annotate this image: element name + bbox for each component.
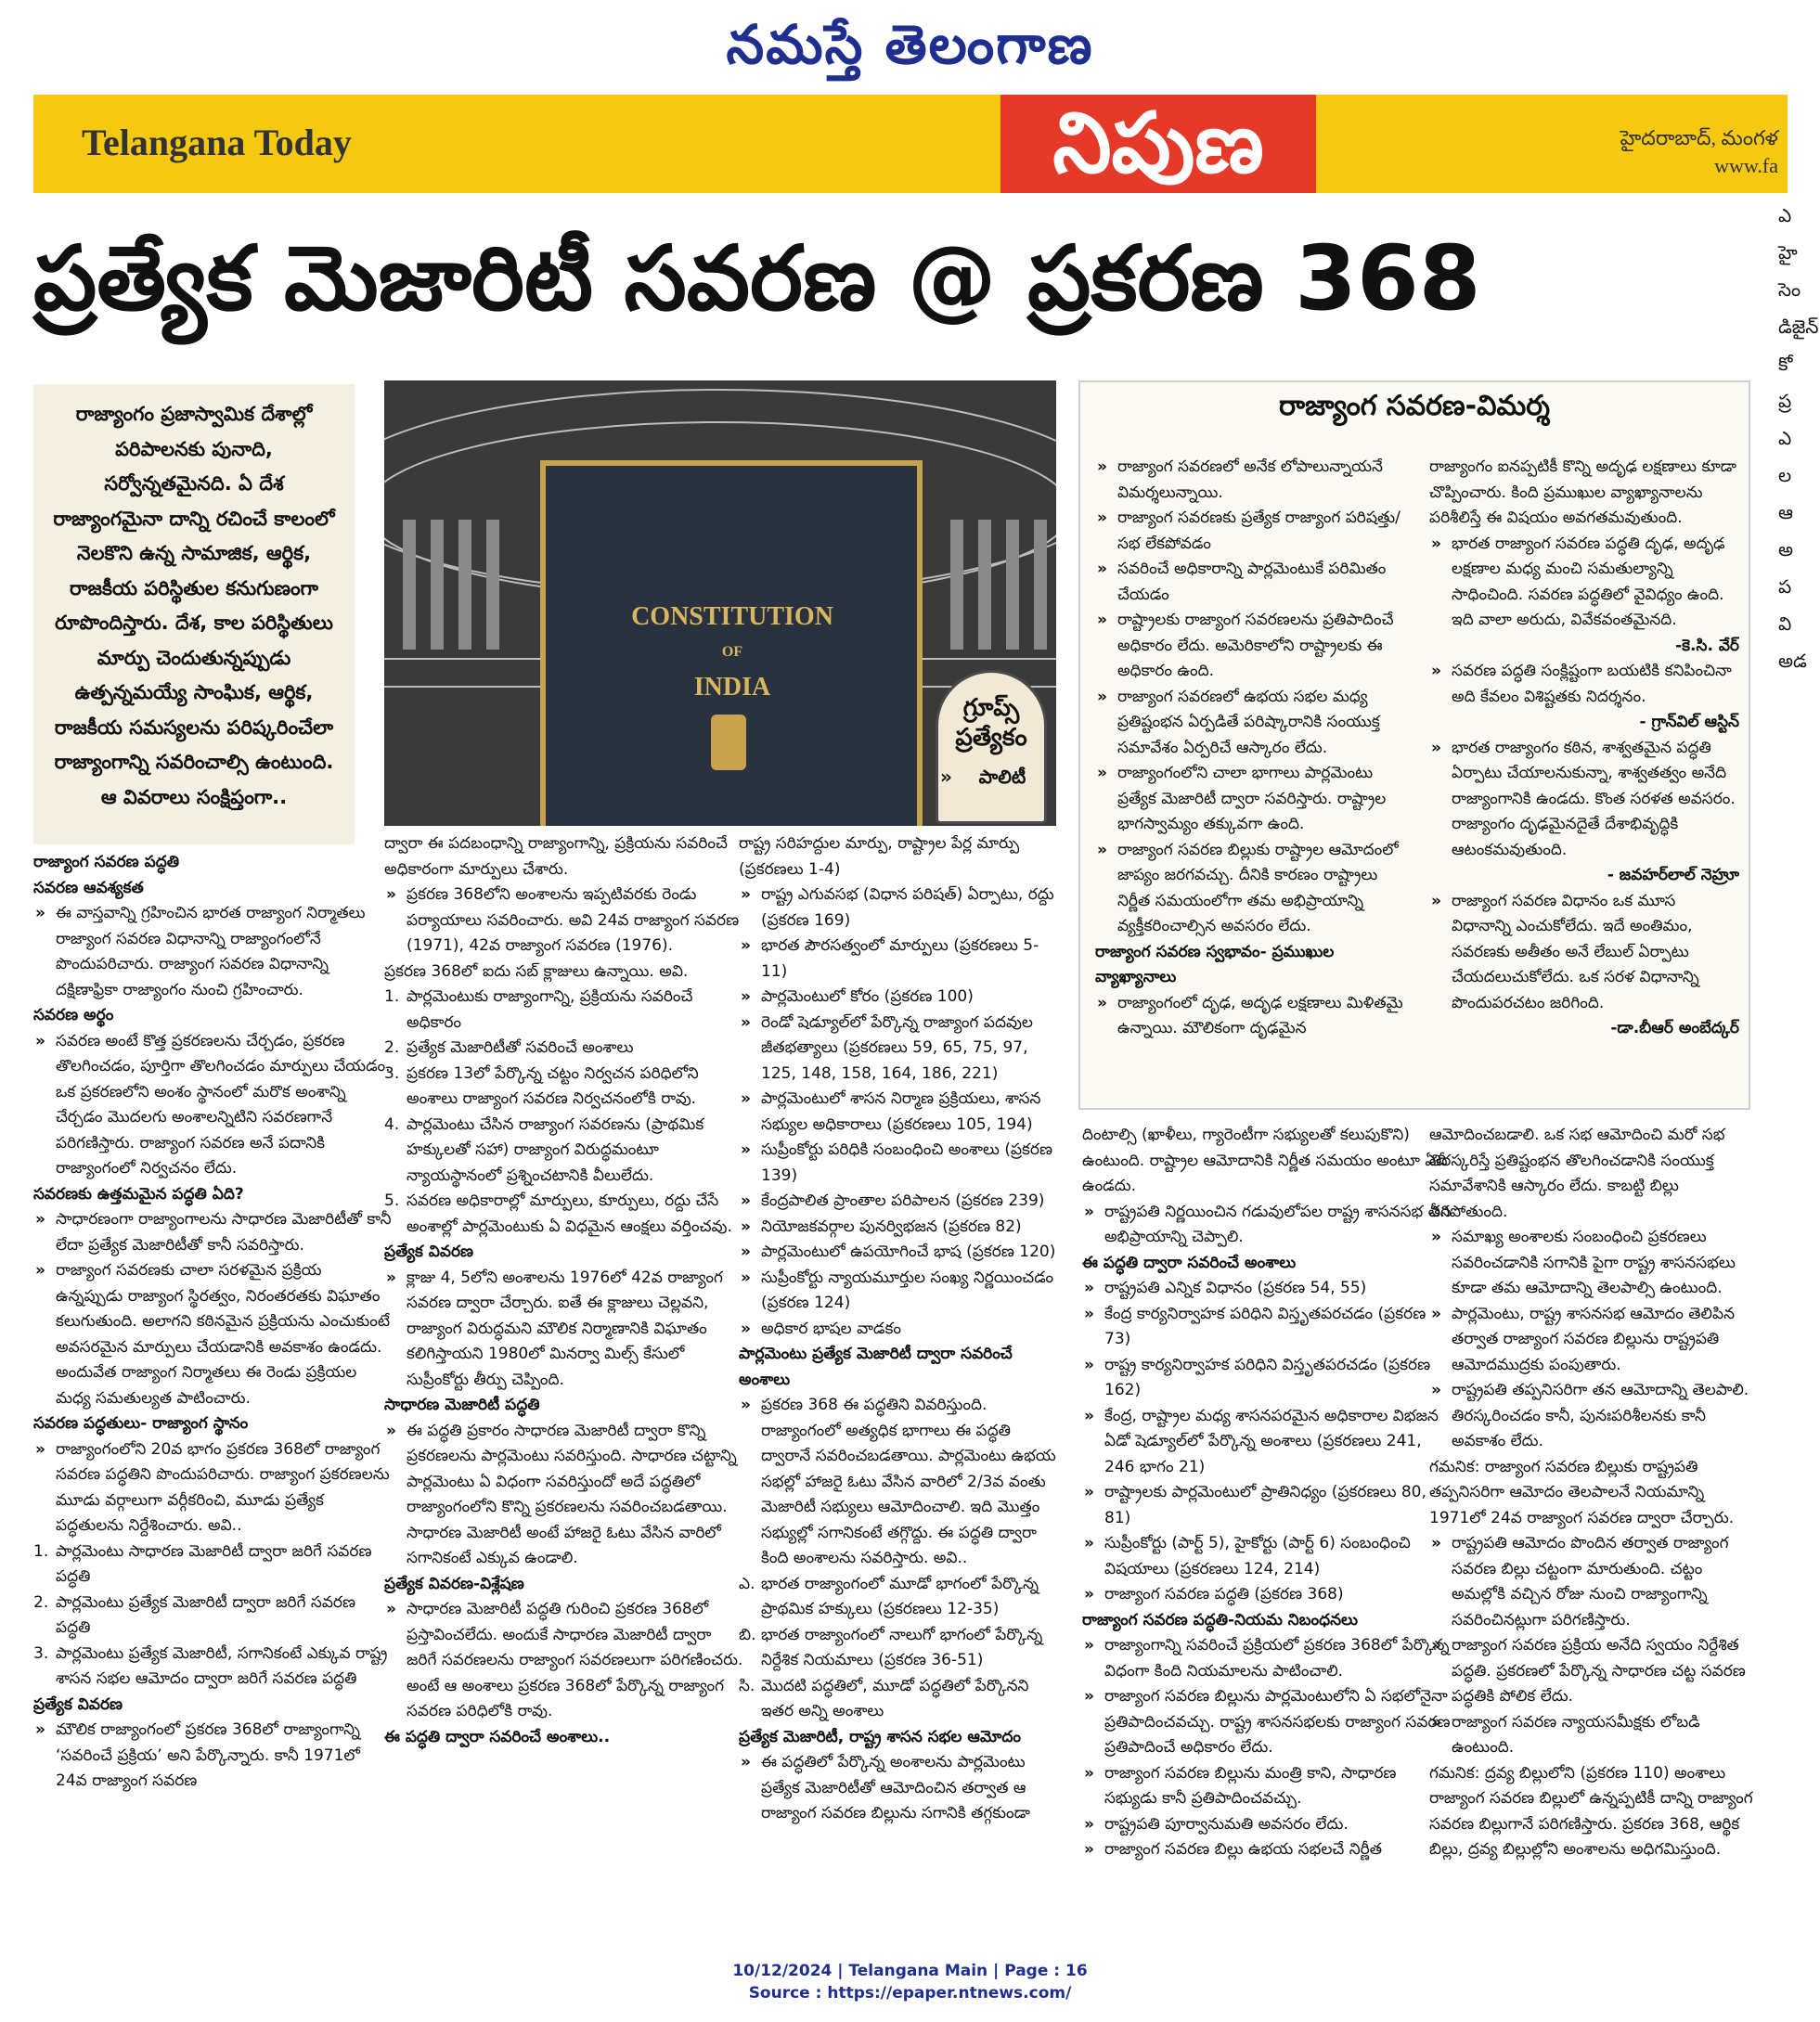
bullet-point: » కేంద్ర కార్యనిర్వాహక పరిధిని విస్తృతపరచడం (ప్రకరణ 73) xyxy=(1082,1302,1453,1353)
bullet-point: » రాష్ట్రాలకు రాజ్యాంగ సవరణలను ప్రతిపాదించే అధికారం లేదు. అమెరికాలోని రాష్ట్రాలకు ఈ అధికారం ఉంది. xyxy=(1095,608,1411,685)
strip-dateline: హైదరాబాద్, మంగళ xyxy=(1620,126,1778,149)
sidebar-fragment-text: ల xyxy=(1778,464,1792,486)
bullet-point: » రాష్ట్రపతి తప్పనిసరిగా తన ఆమోదాన్ని తెలపాలి. తిరస్కరించడం కానీ, పునఃపరిశీలనకు కానీ అవకాశం లేదు. xyxy=(1429,1378,1754,1455)
subheading: సాధారణ మెజారిటీ పద్ధతి xyxy=(384,1396,540,1414)
bullet-point: » రాజ్యాంగంలో దృఢ, అదృఢ లక్షణాలు మిళితమై ఉన్నాయి. మౌలికంగా దృఢమైన xyxy=(1095,991,1411,1042)
bullet-point: » రాజ్యాంగ సవరణకు చాలా సరళమైన ప్రక్రియ ఉన్నప్పుడు రాజ్యాంగ స్థిరత్వం, నిరంతరతకు విఘాతం కలుగుతుంది. అలాగని కఠినమైన ప్రక్రియను ఎంచుకుంటే అవసరమైన మార్పులు చేయడానికి అవకాశం ఉండదు. అందువేత రాజ్యాంగ నిర్మాతలు ఈ రెండు ప్రక్రియల మధ్య సమతుల్యత పాటించారు. xyxy=(33,1258,392,1411)
sidebar-fragment-text: ఆ xyxy=(1778,501,1793,523)
subheading: సవరణకు ఉత్తమమైన పద్ధతి ఏది? xyxy=(33,1184,244,1204)
bullet-point: » నియోజకవర్గాల పునర్విభజన (ప్రకరణ 82) xyxy=(739,1215,1064,1241)
bullet-point: » రాజ్యాంగ సవరణ బిల్లును మంత్రి కాని, సాధారణ సభ్యుడు కానీ ప్రతిపాదించవచ్చు. xyxy=(1082,1761,1453,1812)
sidebar-fragment-text: వి xyxy=(1778,612,1792,635)
bullet-point: » కేంద్రపాలిత ప్రాంతాల పరిపాలన (ప్రకరణ 239) xyxy=(739,1189,1064,1215)
sidebar-fragment-text: కో xyxy=(1778,353,1793,375)
item-number: 5. xyxy=(384,1191,400,1210)
subheading: సవరణ పద్ధతులు- రాజ్యాంగ స్థానం xyxy=(33,1414,249,1433)
item-text: పార్లమెంటు సాధారణ మెజారిటీ ద్వారా జరిగే సవరణ పద్ధతి xyxy=(56,1541,372,1586)
newspaper-masthead xyxy=(0,0,1820,89)
item-number: 1. xyxy=(384,987,400,1006)
subheading: ప్రత్యేక మెజారిటీ, రాష్ట్ర శాసన సభల ఆమోదం xyxy=(739,1727,1022,1746)
bullet-point: » ఈ వాస్తవాన్ని గ్రహించిన భారత రాజ్యాంగ నిర్మాతలు రాజ్యాంగ సవరణ విధానాన్ని రాజ్యాంగంలోనే పొందుపరిచారు. రాజ్యాంగ సవరణ విధానాన్ని దక్షిణాఫ్రికా రాజ్యాంగం నుంచి గ్రహించారు. xyxy=(33,901,392,1003)
bullet-point: » పార్లమెంటులో ఉపయోగించే భాష (ప్రకరణ 120) xyxy=(739,1240,1064,1266)
national-emblem-icon xyxy=(711,715,746,770)
quote-attribution: - జవహర్‌లాల్ నెహ్రూ xyxy=(1607,866,1739,884)
item-number: బి. xyxy=(739,1625,756,1644)
paragraph: రాష్ట్ర సరిహద్దుల మార్పు, రాష్ట్రాల పేర్ల మార్పు (ప్రకరణలు 1-4) xyxy=(739,834,1020,879)
item-number: 1. xyxy=(33,1541,49,1561)
numbered-item xyxy=(384,985,746,1036)
subheading: ఈ పద్ధతి ద్వారా సవరించే అంశాలు xyxy=(1082,1253,1297,1272)
quote-attribution: -డా.బీఆర్ అంబేద్కర్ xyxy=(1610,1019,1739,1037)
numbered-item xyxy=(384,1036,746,1062)
item-text: పార్లమెంటుకు రాజ్యాంగాన్ని, ప్రక్రియను సవరించే అధికారం xyxy=(407,987,693,1032)
bullet-point: » రాష్ట్రపతి ఎన్నిక విధానం (ప్రకరణ 54, 55) xyxy=(1082,1276,1453,1302)
bullet-point: » భారత రాజ్యాంగ సవరణ పద్ధతి దృఢ, అదృఢ లక్షణాల మధ్య మంచి సమతుల్యాన్ని సాధించింది. సవరణ పద్ధతిలో వైవిధ్యం ఉంది. ఇది వాలా అరుదు, వివేకవంతమైనది. xyxy=(1429,532,1739,634)
item-number: 3. xyxy=(384,1063,400,1083)
criticism-box-title: రాజ్యాంగ సవరణ-విమర్శ xyxy=(1279,390,1550,422)
groups-special-badge: గ్రూప్స్ ప్రత్యేకం » పాలిటీ xyxy=(936,670,1047,824)
item-number: 4. xyxy=(384,1114,400,1134)
item-text: పార్లమెంటు చేసిన రాజ్యాంగ సవరణను (ప్రాథమిక హక్కులతో సహా) రాజ్యాంగ విరుద్ధమంటూ న్యాయస్థానంలో ప్రశ్నించటానికి వీలులేదు. xyxy=(407,1114,704,1185)
bullet-point: » రెండో షెడ్యూల్‌లో పేర్కొన్న రాజ్యాంగ పదవుల జీతభత్యాలు (ప్రకరణలు 59, 65, 75, 97, 125, 148, 158, 164, 186, 221) xyxy=(739,1011,1064,1088)
bullet-point: » రాజ్యాంగ సవరణ బిల్లుకు రాష్ట్రాల ఆమోదంలో జాప్యం జరగవచ్చు. దీనికి కారణం రాష్ట్రాలు నిర్ణీత సమయంలోగా తమ అభిప్రాయాన్ని వ్యక్తీకరించాల్సిన అవసరం లేదు. xyxy=(1095,838,1411,940)
bullet-point: » రాజ్యాంగ సవరణ న్యాయసమీక్షకు లోబడి ఉంటుంది. xyxy=(1429,1710,1754,1761)
bullet-point: » రాజ్యాంగ సవరణకు ప్రత్యేక రాజ్యాంగ పరిషత్తు/సభ లేకపోవడం xyxy=(1095,506,1411,557)
masthead-title: నమస్తే తెలంగాణ xyxy=(726,13,1094,76)
bullet-point: » రాష్ట్రపతి పూర్వానుమతి అవసరం లేదు. xyxy=(1082,1812,1453,1838)
subheading: ప్రత్యేక వివరణ-విశ్లేషణ xyxy=(384,1574,524,1593)
item-number: 2. xyxy=(384,1038,400,1057)
bullet-point: » రాష్ట్రాలకు పార్లమెంటులో ప్రాతినిధ్యం (ప్రకరణలు 80, 81) xyxy=(1082,1480,1453,1531)
intro-box: రాజ్యాంగం ప్రజాస్వామిక దేశాల్లో పరిపాలనకు పునాది, సర్వోన్నతమైనది. ఏ దేశ రాజ్యాంగమైనా దాన్ని రచించే కాలంలో నెలకొని ఉన్న సామాజిక, ఆర్థిక, రాజకీయ పరిస్థితుల కనుగుణంగా రూపొందిస్తారు. దేశ, కాల పరిస్థితులు మార్పు చెందుతున్నప్పుడు ఉత్పన్నమయ్యే సాంఘిక, ఆర్థిక, రాజకీయ సమస్యలను పరిష్కరించేలా రాజ్యాంగాన్ని సవరించాల్సి ఉంటుంది. ఆ వివరాలు సంక్షిప్తంగా.. xyxy=(33,384,355,844)
sidebar-fragment-text: ప xyxy=(1778,575,1792,598)
sidebar-fragment-text: డిజైన్ xyxy=(1778,316,1819,338)
sidebar-fragment-text: అడ xyxy=(1778,650,1807,672)
bullet-point: » రాజ్యాంగ సవరణ బిల్లును పార్లమెంటులోని ఏ సభలోనైనా ప్రతిపాదించవచ్చు. రాష్ట్ర శాసనసభలకు రాజ్యాంగ సవరణ ప్రతిపాదించే అధికారం లేదు. xyxy=(1082,1684,1453,1761)
numbered-item xyxy=(739,1674,1064,1725)
bullet-point: » రాష్ట్ర కార్యనిర్వాహక పరిధిని విస్తృతపరచడం (ప్రకరణ 162) xyxy=(1082,1353,1453,1404)
bullet-point: » సుప్రీంకోర్టు పరిధికి సంబంధించి అంశాలు (ప్రకరణ 139) xyxy=(739,1138,1064,1189)
subheading: రాజ్యాంగ సవరణ స్వభావం- ప్రముఖుల వ్యాఖ్యానాలు xyxy=(1095,942,1335,986)
bullet-point: » పార్లమెంటులో కోరం (ప్రకరణ 100) xyxy=(739,985,1064,1011)
item-text: పార్లమెంటు ప్రత్యేక మెజారిటీ, సగానికంటే ఎక్కువ రాష్ట్ర శాసన సభల ఆమోదం ద్వారా జరిగే సవరణ పద్ధతి xyxy=(56,1643,388,1688)
item-number: ఎ. xyxy=(739,1574,755,1593)
paragraph: ద్వారా ఈ పదబంధాన్ని రాజ్యాంగాన్ని, ప్రక్రియను సవరించే అధికారంగా మార్పులు చేశారు. xyxy=(384,834,728,879)
paragraph: గమనిక: రాజ్యాంగ సవరణ బిల్లుకు రాష్ట్రపతి తప్పనిసరిగా ఆమోదం తెలపాలనే నియమాన్ని 1971లో 24వ రాజ్యాంగ సవరణ ద్వారా చేర్చారు. xyxy=(1429,1457,1735,1527)
bullet-point: » భారత పౌరసత్వంలో మార్పులు (ప్రకరణలు 5-11) xyxy=(739,934,1064,985)
criticism-column-2 xyxy=(1429,455,1739,1101)
bullet-point: » పార్లమెంటులో శాసన నిర్మాణ ప్రక్రియలు, శాసన సభ్యుల అధికారాలు (ప్రకరణలు 105, 194) xyxy=(739,1087,1064,1138)
item-number: సి. xyxy=(739,1676,755,1695)
book-cover-title: CONSTITUTION OF INDIA xyxy=(631,602,833,702)
subheading: పార్లమెంటు ప్రత్యేక మెజారిటీ ద్వారా సవరించే అంశాలు xyxy=(739,1345,1013,1389)
article-column-5 xyxy=(1429,1123,1754,1939)
item-text: మొదటి పద్ధతిలో, మూడో పద్ధతిలో పేర్కొనని ఇతర అన్ని అంశాలు xyxy=(761,1676,1029,1720)
subheading: రాజ్యాంగ సవరణ పద్ధతి-నియమ నిబంధనలు xyxy=(1082,1610,1358,1629)
item-text: భారత రాజ్యాంగంలో నాలుగో భాగంలో పేర్కొన్న నిర్దేశిక నియమాలు (ప్రకరణ 36-51) xyxy=(761,1625,1043,1669)
bullet-point: » రాజ్యాంగ సవరణలో ఉభయ సభల మధ్య ప్రతిష్టంభన ఏర్పడితే పరిష్కారానికి సంయుక్త సమావేశం ఏర్పరిచే ఆస్కారం లేదు. xyxy=(1095,685,1411,762)
bullet-point: » రాజ్యాంగ సవరణ విధానం ఒక మూస విధానాన్ని ఎంచుకోలేదు. ఇదే అంతిమం, సవరణకు అతీతం అనే లేబుల్ ఏర్పాటు చేయదలుచుకోలేదు. ఒక సరళ విధానాన్ని పొందుపరచటం జరిగింది. xyxy=(1429,889,1739,1017)
paragraph: ఆమోదించబడాలి. ఒక సభ ఆమోదించి మరో సభ తిరస్కరిస్తే ప్రతిష్టంభన తొలగించడానికి సంయుక్త సమావేశానికి ఆస్కారం లేదు. కాబట్టి బిల్లు వీగిపోతుంది. xyxy=(1429,1126,1725,1221)
sidebar-fragment-text: ప్ర xyxy=(1778,390,1792,412)
bullet-point: » ప్రకరణ 368 ఈ పద్ధతిని వివరిస్తుంది. రాజ్యాంగంలో అత్యధిక భాగాలు ఈ పద్ధతి ద్వారానే సవరించబడతాయి. పార్లమెంటు ఉభయ సభల్లో హాజరై ఓటు వేసిన వారిలో 2/3వ వంతు మెజారిటీ సభ్యులు ఆమోదించాలి. ఇది మొత్తం సభ్యుల్లో సగానికంటే తగ్గొద్దు. ఈ పద్ధతి ద్వారా కింది అంశాలను సవరిస్తారు. అవి.. xyxy=(739,1393,1064,1572)
numbered-item xyxy=(33,1591,392,1642)
bullet-point: » సవరణ పద్ధతి సంక్లిష్టంగా బయటికి కనిపించినా అది కేవలం విశిష్టతకు నిదర్శనం. xyxy=(1429,659,1739,710)
bullet-point: » సుప్రీంకోర్టు న్యాయమూర్తుల సంఖ్య నిర్ణయించడం (ప్రకరణ 124) xyxy=(739,1266,1064,1317)
item-text: భారత రాజ్యాంగంలో మూడో భాగంలో పేర్కొన్న ప్రాథమిక హక్కులు (ప్రకరణలు 12-35) xyxy=(761,1574,1039,1618)
paragraph: ప్రకరణ 368లో ఐదు సబ్ క్లాజులు ఉన్నాయి. అవి. xyxy=(384,961,689,981)
item-text: ప్రత్యేక మెజారిటీతో సవరించే అంశాలు xyxy=(407,1038,634,1057)
bullet-point: » అధికార భాషల వాడకం xyxy=(739,1317,1064,1343)
footer-edition-line: 10/12/2024 | Telangana Main | Page : 16 xyxy=(732,1962,1088,1980)
sidebar-fragment-text: అ xyxy=(1778,538,1793,560)
bullet-point: » రాజ్యాంగ సవరణ ప్రక్రియ అనేది స్వయం నిర్దేశిత పద్ధతి. ప్రకరణలో పేర్కొన్న సాధారణ చట్ట సవరణ పద్ధతికి పోలిక లేదు. xyxy=(1429,1633,1754,1710)
quote-attribution: - గ్రాన్‌విల్ ఆస్టిన్ xyxy=(1639,713,1739,731)
subheading: సవరణ అర్థం xyxy=(33,1006,114,1024)
numbered-item xyxy=(33,1539,392,1591)
bullet-point: » ఈ పద్ధతిలో పేర్కొన్న అంశాలను పార్లమెంటు ప్రత్యేక మెజారిటీతో ఆమోదించిన తర్వాత ఆ రాజ్యాంగ సవరణ బిల్లును సగానికి తగ్గకుండా xyxy=(739,1750,1064,1827)
item-number: 3. xyxy=(33,1643,49,1663)
footer-source-line: Source : https://epaper.ntnews.com/ xyxy=(748,1984,1072,2003)
bullet-point: » మౌలిక రాజ్యాంగంలో ప్రకరణ 368లో రాజ్యాంగాన్ని ‘సవరించే ప్రక్రియ’ అని పేర్కొన్నారు. కానీ 1971లో 24వ రాజ్యాంగ సవరణ xyxy=(33,1718,392,1795)
item-text: పార్లమెంటు ప్రత్యేక మెజారిటీ ద్వారా జరిగే సవరణ పద్ధతి xyxy=(56,1592,356,1637)
sidebar-fragment-text: ఎ xyxy=(1778,427,1792,449)
nipuna-logo: నిపుణ xyxy=(1000,95,1316,193)
telangana-today-logo: Telangana Today xyxy=(82,122,352,163)
numbered-item xyxy=(739,1572,1064,1623)
bullet-point: » సవరించే అధికారాన్ని పార్లమెంటుకే పరిమితం చేయడం xyxy=(1095,557,1411,608)
item-number: 2. xyxy=(33,1592,49,1612)
supplement-header-strip xyxy=(33,95,1788,193)
bullet-point: » రాష్ట్రపతి నిర్ణయించిన గడువులోపల రాష్ట్ర శాసనసభ తన అభిప్రాయాన్ని చెప్పాలి. xyxy=(1082,1200,1453,1251)
quote-attribution: -కె.సి. వేర్ xyxy=(1675,636,1739,655)
bullet-point: » భారత రాజ్యాంగం కఠిన, శాశ్వతమైన పద్ధతి ఏర్పాటు చేయాలనుకున్నా, శాశ్వతత్వం అనేది రాజ్యాంగానికి ఉండదు. కొంత సరళత అవసరం. రాజ్యాంగం దృఢమైనదైతే దేశాభివృద్ధికి ఆటంకమవుతుంది. xyxy=(1429,736,1739,864)
numbered-item xyxy=(384,1189,746,1240)
bullet-point: » రాజ్యాంగ సవరణ బిల్లు ఉభయ సభలచే నిర్ణీత xyxy=(1082,1837,1453,1863)
subheading: రాజ్యాంగ సవరణ పద్ధతి xyxy=(33,853,180,871)
subheading: ప్రత్యేక వివరణ xyxy=(384,1243,474,1261)
bullet-point: » క్లాజు 4, 5లోని అంశాలను 1976లో 42వ రాజ్యాంగ సవరణ ద్వారా చేర్చారు. ఐతే ఈ క్లాజులు చెల్లవని, రాజ్యాంగ విరుద్ధమని మౌలిక నిర్మాణానికి విఘాతం కలిగిస్తాయని 1980లో మినర్వా మిల్స్ కేసులో సుప్రీంకోర్టు తీర్పు చెప్పింది. xyxy=(384,1266,746,1394)
subheading: ఈ పద్ధతి ద్వారా సవరించే అంశాలు.. xyxy=(384,1727,611,1746)
sidebar-fragment-text: సెం xyxy=(1778,278,1801,301)
paragraph: గమనిక: ద్రవ్య బిల్లులోని (ప్రకరణ 110) అంశాలు రాజ్యాంగ సవరణ బిల్లులో ఉన్నప్పటికీ దాన్ని రాజ్యాంగ సవరణ బిల్లుగానే పరిగణిస్తారు. ప్రకరణ 368, ఆర్థిక బిల్లు, ద్రవ్య బిల్లుల్లోని అంశాలను అధిగమిస్తుంది. xyxy=(1429,1763,1753,1859)
subheading: సవరణ ఆవశ్యకత xyxy=(33,878,144,897)
numbered-item xyxy=(384,1062,746,1113)
paragraph: దింటాల్సి (ఖాళీలు, గ్యారెంటీగా సభ్యులతో కలుపుకొని) ఉంటుంది. రాష్ట్రాల ఆమోదానికి నిర్ణీత సమయం అంటూ ఏదీ ఉండదు. xyxy=(1082,1126,1448,1195)
bullet-point: » సాధారణ మెజారిటీ పద్ధతి గురించి ప్రకరణ 368లో ప్రస్తావించలేదు. అందుకే సాధారణ మెజారిటీ ద్వారా జరిగే సవరణలను రాజ్యాంగ సవరణలుగా పరిగణించరు. అంటే ఆ అంశాలు ప్రకరణ 368లో పేర్కొన్న రాజ్యాంగ సవరణ పరిధిలోకి రావు. xyxy=(384,1597,746,1725)
article-column-2 xyxy=(384,831,746,1945)
bullet-point: » రాజ్యాంగాన్ని సవరించే ప్రక్రియలో ప్రకరణ 368లో పేర్కొన్న విధంగా కింది నియమాలను పాటించాలి. xyxy=(1082,1633,1453,1684)
strip-website: www.fa xyxy=(1714,154,1778,177)
page-footer xyxy=(0,1960,1820,2004)
paragraph: రాజ్యాంగం ఐనప్పటికీ కొన్ని అదృఢ లక్షణాలు కూడా చొప్పించారు. కింది ప్రముఖుల వ్యాఖ్యానాలను పరిశీలిస్తే ఈ విషయం అవగతమవుతుంది. xyxy=(1429,457,1737,527)
item-text: ప్రకరణ 13లో పేర్కొన్న చట్టం నిర్వచన పరిధిలోని అంశాలు రాజ్యాంగ సవరణ నిర్వచనంలోకి రావు. xyxy=(407,1063,699,1108)
page-headline: ప్రత్యేక మెజారిటీ సవరణ @ ప్రకరణ 368 xyxy=(33,226,1481,330)
bullet-point: » కేంద్ర, రాష్ట్రాల మధ్య శాసనపరమైన అధికారాల విభజన ఏడో షెడ్యూల్‌లో పేర్కొన్న అంశాలు (ప్రకరణలు 241, 246 భాగం 21) xyxy=(1082,1404,1453,1481)
sidebar-fragment-text: హై xyxy=(1778,241,1798,264)
bullet-point: » సవరణ అంటే కొత్త ప్రకరణలను చేర్చడం, ప్రకరణ తొలగించడం, పూర్తిగా తొలగించడం మార్పులు చేయడం. ఒక ప్రకరణలోని అంశం స్థానంలో మరొక అంశాన్ని చేర్చడం మొదలగు అంశాలన్నిటిని సవరణగానే పరిగణిస్తారు. రాజ్యాంగ సవరణ అనే పదానికి రాజ్యాంగంలో నిర్వచనం లేదు. xyxy=(33,1029,392,1182)
bullet-point: » పార్లమెంటు, రాష్ట్ర శాసనసభ ఆమోదం తెలిపిన తర్వాత రాజ్యాంగ సవరణ బిల్లును రాష్ట్రపతి ఆమోదముద్రకు పంపుతారు. xyxy=(1429,1302,1754,1379)
bullet-point: » రాష్ట్ర ఎగువసభ (విధాన పరిషత్) ఏర్పాటు, రద్దు (ప్రకరణ 169) xyxy=(739,882,1064,934)
bullet-point: » రాష్ట్రపతి ఆమోదం పొందిన తర్వాత రాజ్యాంగ సవరణ బిల్లు చట్టంగా మారుతుంది. చట్టం అమల్లోకి వచ్చిన రోజు నుంచి రాజ్యాంగాన్ని సవరించినట్లుగా పరిగణిస్తారు. xyxy=(1429,1531,1754,1633)
bullet-point: » రాజ్యాంగంలోని 20వ భాగం ప్రకరణ 368లో రాజ్యాంగ సవరణ పద్ధతిని పొందుపరిచారు. రాజ్యాంగ ప్రకరణలను మూడు వర్గాలుగా వర్గీకరించి, మూడు ప్రత్యేక పద్ధతులను నిర్దేశించారు. అవి.. xyxy=(33,1437,392,1539)
article-column-3 xyxy=(739,831,1064,1945)
bullet-point: » సమాఖ్య అంశాలకు సంబంధించి ప్రకరణలు సవరించడానికి సగానికి పైగా రాష్ట్ర శాసనసభలు కూడా తమ ఆమోదాన్ని తెలపాల్సి ఉంటుంది. xyxy=(1429,1225,1754,1302)
bullet-point: » ఈ పద్ధతి ప్రకారం సాధారణ మెజారిటీ ద్వారా కొన్ని ప్రకరణలను పార్లమెంటు సవరిస్తుంది. సాధారణ చట్టాన్ని పార్లమెంటు ఏ విధంగా సవరిస్తుందో అదే పద్ధతిలో రాజ్యాంగంలోని కొన్ని ప్రకరణలను సవరించబడతాయి. సాధారణ మెజారిటీ అంటే హాజరై ఓటు వేసిన వారిలో సగానికంటే ఎక్కువ ఉండాలి. xyxy=(384,1419,746,1572)
bullet-point: » రాజ్యాంగ సవరణలో అనేక లోపాలున్నాయనే విమర్శలున్నాయి. xyxy=(1095,455,1411,506)
right-sidebar-fragment xyxy=(1773,197,1820,1941)
numbered-item xyxy=(384,1113,746,1190)
article-column-1 xyxy=(33,850,392,1945)
bullet-point: » రాజ్యాంగంలోని చాలా భాగాలు పార్లమెంటు ప్రత్యేక మెజారిటీ ద్వారా సవరిస్తారు. రాష్ట్రాల భాగస్వామ్యం తక్కువగా ఉంది. xyxy=(1095,761,1411,838)
sidebar-fragment-text: ఎ xyxy=(1778,204,1792,226)
article-column-4 xyxy=(1082,1123,1453,1939)
numbered-item xyxy=(739,1623,1064,1674)
badge-subject: » పాలిటీ xyxy=(938,766,1044,792)
bullet-point: » సుప్రీంకోర్టు (పార్ట్ 5), హైకోర్టు (పార్ట్ 6) సంబంధించి విషయాలు (ప్రకరణలు 124, 214) xyxy=(1082,1531,1453,1582)
bullet-point: » ప్రకరణ 368లోని అంశాలను ఇప్పటివరకు రెండు పర్యాయాలు సవరించారు. అవి 24వ రాజ్యాంగ సవరణ (1971), 42వ రాజ్యాంగ సవరణ (1976). xyxy=(384,882,746,959)
bullet-point: » రాజ్యాంగ సవరణ పద్ధతి (ప్రకరణ 368) xyxy=(1082,1582,1453,1608)
item-text: సవరణ అధికారాల్లో మార్పులు, కూర్పులు, రద్దు చేసే అంశాల్లో పార్లమెంటుకు ఏ విధమైన ఆంక్షలు వర్తించవు. xyxy=(407,1191,732,1236)
numbered-item xyxy=(33,1642,392,1693)
bullet-point: » సాధారణంగా రాజ్యాంగాలను సాధారణ మెజారిటీతో కానీ లేదా ప్రత్యేక మెజారిటీతో కానీ సవరిస్తారు. xyxy=(33,1207,392,1258)
criticism-column-1 xyxy=(1095,455,1411,1101)
subheading: ప్రత్యేక వివరణ xyxy=(33,1694,123,1714)
